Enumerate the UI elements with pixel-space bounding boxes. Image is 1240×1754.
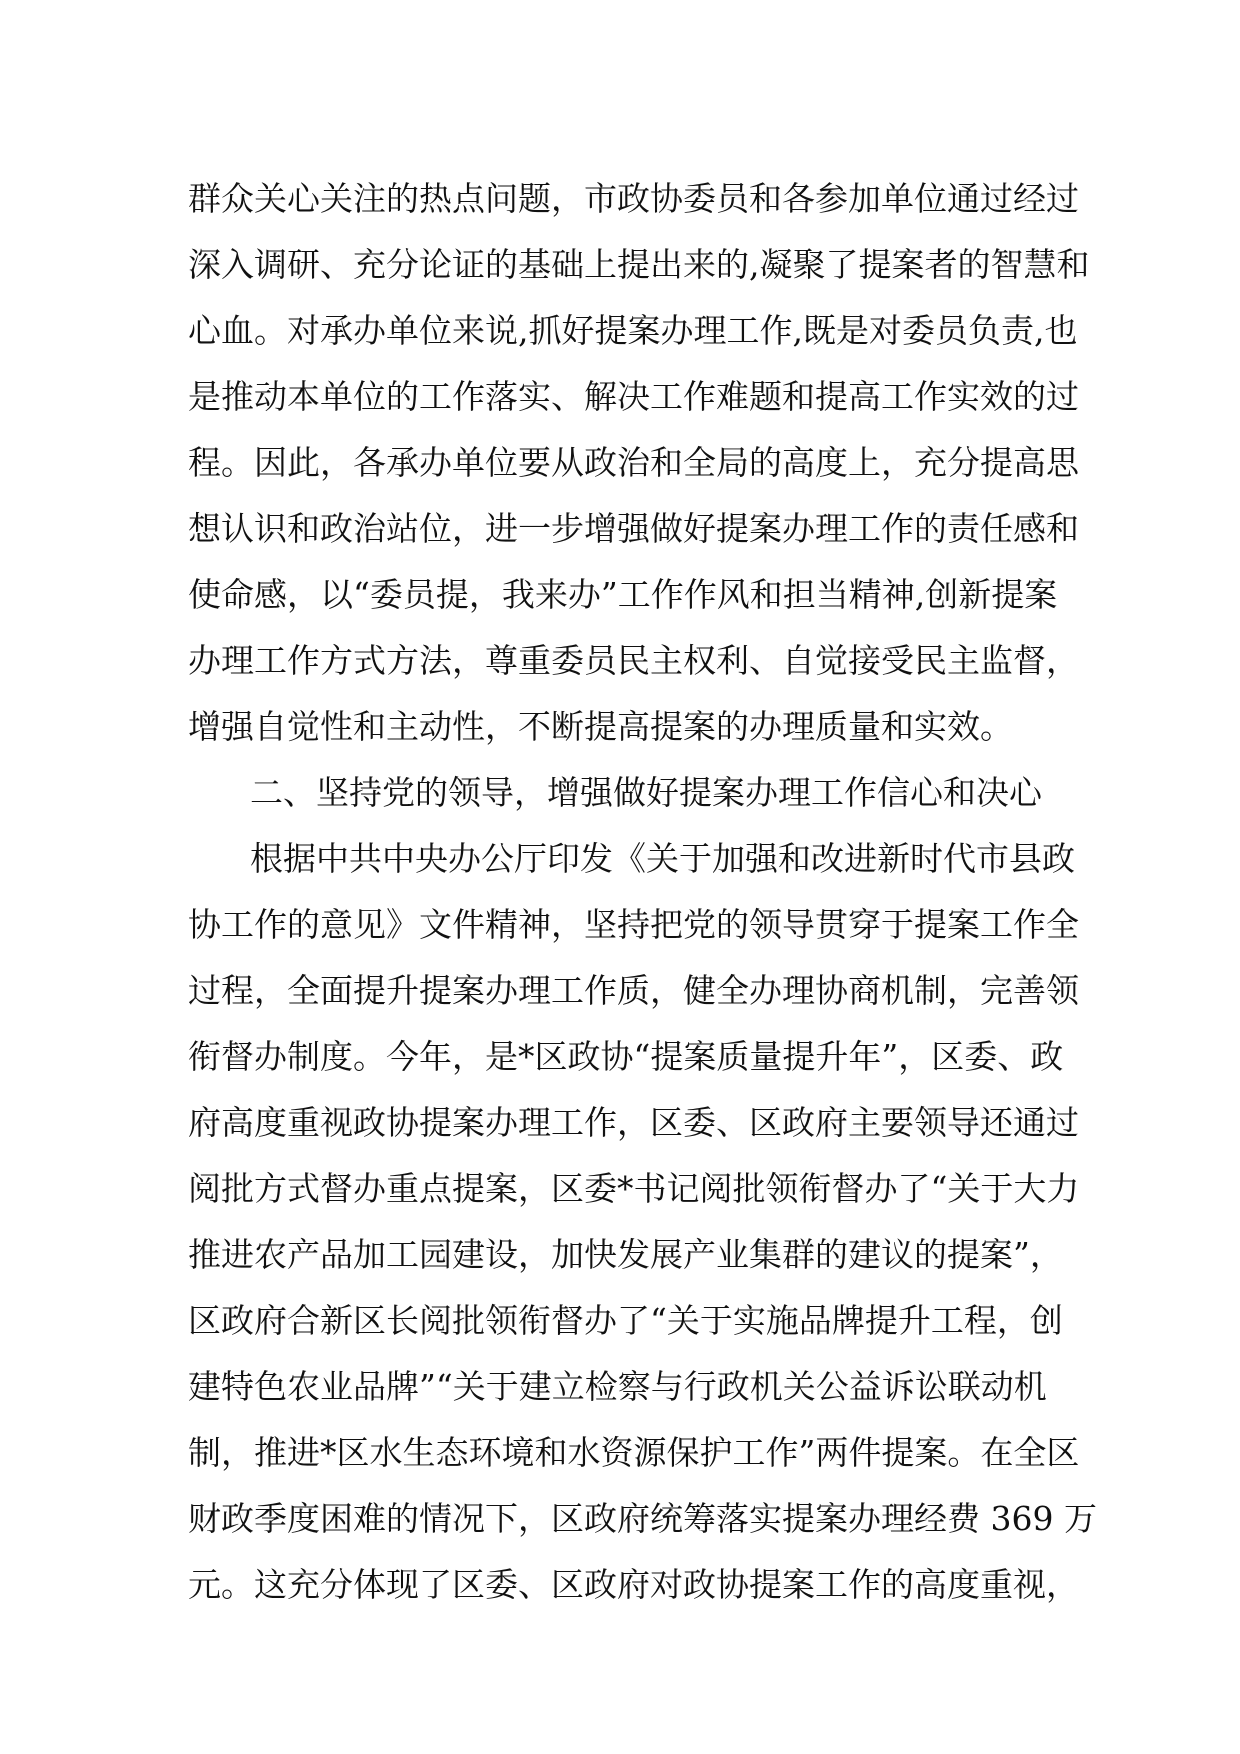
text-line: 制，推进*区水生态环境和水资源保护工作”两件提案。在全区	[188, 1433, 1080, 1472]
text-line: 群众关心关注的热点问题，市政协委员和各参加单位通过经过	[188, 179, 1079, 218]
text-line: 程。因此，各承办单位要从政治和全局的高度上，充分提高思	[188, 443, 1079, 482]
text-line: 深入调研、充分论证的基础上提出来的,凝聚了提案者的智慧和	[188, 245, 1090, 284]
text-line: 增强自觉性和主动性，不断提高提案的办理质量和实效。	[188, 707, 1013, 746]
text-line: 元。这充分体现了区委、区政府对政协提案工作的高度重视，	[188, 1565, 1079, 1604]
body-text	[188, 166, 1097, 1618]
paragraph-start: 根据中共中央办公厅印发《关于加强和改进新时代市县政	[250, 839, 1075, 878]
text-line: 衔督办制度。今年，是*区政协“提案质量提升年”，区委、政	[188, 1037, 1064, 1076]
text-line: 建特色农业品牌”“关于建立检察与行政机关公益诉讼联动机	[188, 1367, 1047, 1406]
text-line: 过程，全面提升提案办理工作质，健全办理协商机制，完善领	[188, 971, 1079, 1010]
text-line: 财政季度困难的情况下，区政府统筹落实提案办理经费 369 万	[188, 1499, 1097, 1538]
section-heading: 二、坚持党的领导，增强做好提案办理工作信心和决心	[250, 773, 1042, 812]
text-line: 心血。对承办单位来说,抓好提案办理工作,既是对委员负责,也	[188, 311, 1078, 350]
text-line: 办理工作方式方法，尊重委员民主权利、自觉接受民主监督，	[188, 641, 1079, 680]
text-line: 协工作的意见》文件精神，坚持把党的领导贯穿于提案工作全	[188, 905, 1079, 944]
text-line: 使命感，以“委员提，我来办”工作作风和担当精神,创新提案	[188, 575, 1058, 614]
text-line: 府高度重视政协提案办理工作，区委、区政府主要领导还通过	[188, 1103, 1079, 1142]
text-line: 是推动本单位的工作落实、解决工作难题和提高工作实效的过	[188, 377, 1079, 416]
text-line: 推进农产品加工园建设，加快发展产业集群的建议的提案”，	[188, 1235, 1063, 1274]
text-line: 区政府合新区长阅批领衔督办了“关于实施品牌提升工程，创	[188, 1301, 1063, 1340]
text-line: 阅批方式督办重点提案，区委*书记阅批领衔督办了“关于大力	[188, 1169, 1080, 1208]
text-line: 想认识和政治站位，进一步增强做好提案办理工作的责任感和	[188, 509, 1079, 548]
